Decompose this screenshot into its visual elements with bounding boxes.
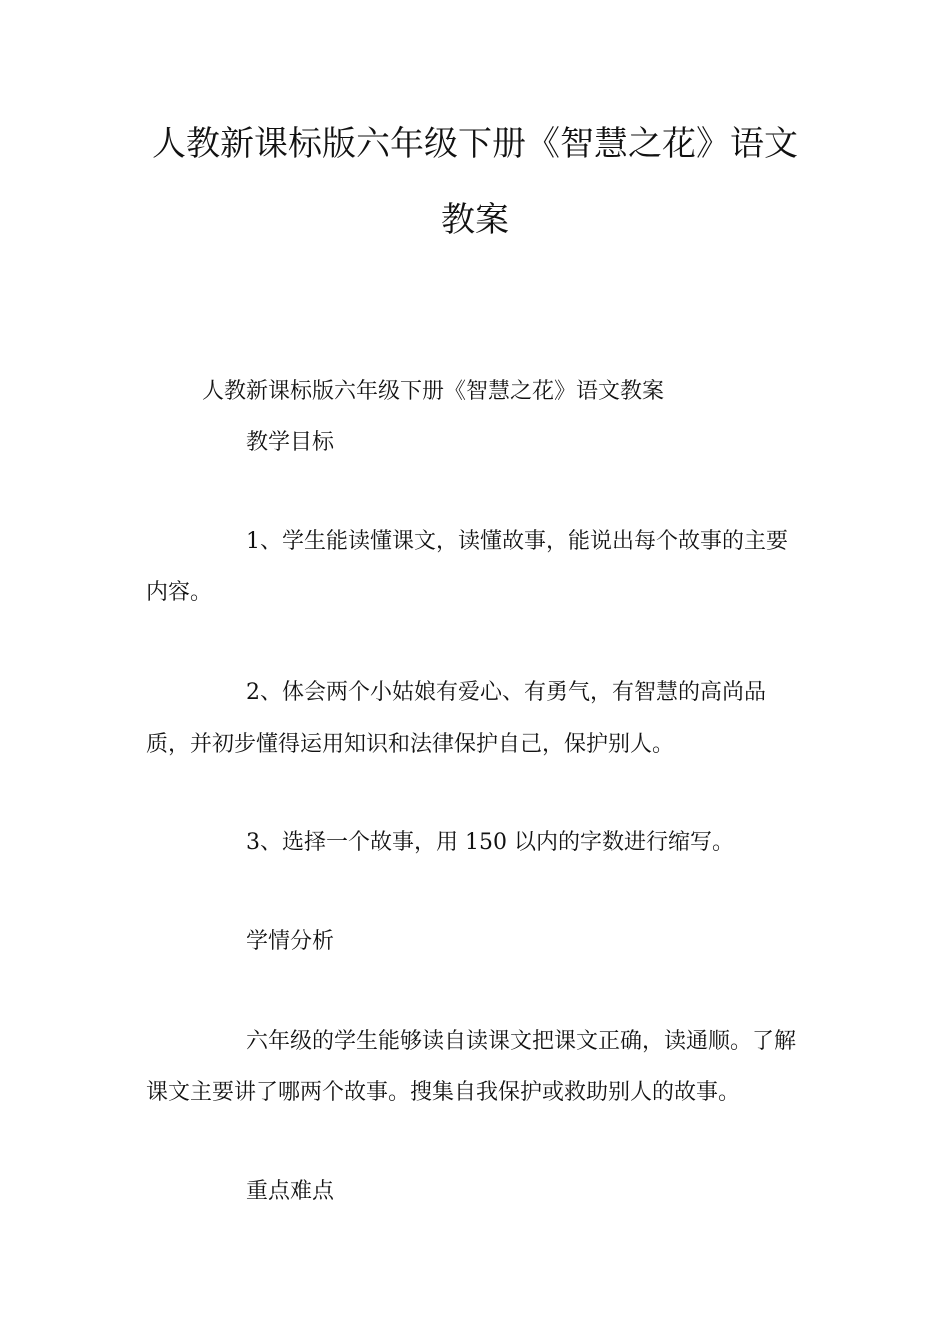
section-heading-goals: 教学目标: [246, 430, 335, 455]
goal-1-line-2: 内容。: [146, 580, 213, 605]
goal-2-line-1: 2、体会两个小姑娘有爱心、有勇气，有智慧的高尚品: [246, 680, 766, 705]
document-title-line-2: 教案: [441, 200, 509, 240]
analysis-line-1: 六年级的学生能够读自读课文把课文正确，读通顺。了解: [246, 1029, 797, 1054]
section-heading-key-points: 重点难点: [246, 1179, 335, 1204]
goal-3: 3、选择一个故事，用 150 以内的字数进行缩写。: [246, 830, 734, 855]
section-heading-analysis: 学情分析: [246, 929, 335, 954]
document-subtitle: 人教新课标版六年级下册《智慧之花》语文教案: [202, 379, 665, 404]
document-title-line-1: 人教新课标版六年级下册《智慧之花》语文: [152, 124, 798, 164]
goal-2-line-2: 质，并初步懂得运用知识和法律保护自己，保护别人。: [146, 732, 675, 757]
analysis-line-2: 课文主要讲了哪两个故事。搜集自我保护或救助别人的故事。: [146, 1080, 741, 1105]
goal-1-line-1: 1、学生能读懂课文，读懂故事，能说出每个故事的主要: [246, 529, 788, 554]
